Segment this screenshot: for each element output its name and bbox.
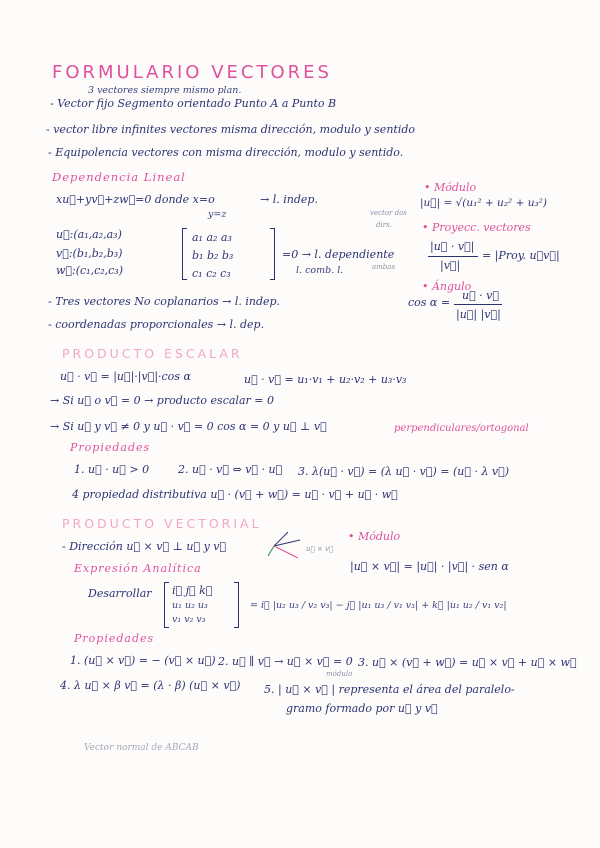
dependencia-equation-2: y=z bbox=[208, 209, 227, 220]
matrix-right-bar bbox=[234, 582, 239, 628]
proyeccion-denominator: |v⃗| bbox=[440, 259, 461, 272]
escalar-props-heading: Propiedades bbox=[70, 441, 151, 454]
determinant-row-3: c₁ c₂ c₃ bbox=[192, 267, 231, 280]
diagram-label: u⃗ × v⃗ bbox=[306, 545, 334, 553]
escalar-rule-2: → Si u⃗ y v⃗ ≠ 0 y u⃗ · v⃗ = 0 cos α = 0 y u⃗ ⊥ v⃗ bbox=[50, 420, 327, 433]
vectorial-prop-1: 1. (u⃗ × v⃗) = − (v⃗ × u⃗) bbox=[70, 654, 216, 667]
diagram-axis-v bbox=[274, 546, 298, 558]
vector-w-coords: w⃗:(c₁,c₂,c₃) bbox=[56, 264, 124, 277]
dependencia-heading: Dependencia Lineal bbox=[52, 170, 186, 184]
proporcionales-rule: - coordenadas proporcionales → l. dep. bbox=[48, 318, 265, 331]
side-note-3: ambas bbox=[372, 263, 396, 271]
diagram-axis-u bbox=[274, 540, 300, 546]
determinant-row-2: b₁ b₂ b₃ bbox=[192, 249, 234, 262]
dependencia-indep: → l. indep. bbox=[260, 193, 318, 206]
escalar-heading: PRODUCTO ESCALAR bbox=[62, 346, 243, 361]
determinant-result: =0 → l. dependiente bbox=[282, 248, 395, 261]
escalar-prop-1: 1. u⃗ · u⃗ > 0 bbox=[74, 463, 150, 476]
angulo-lhs: cos α = bbox=[408, 296, 451, 309]
vectorial-direccion: - Dirección u⃗ × v⃗ ⊥ u⃗ y v⃗ bbox=[62, 540, 227, 553]
proyeccion-result: = |Proy. u⃗v⃗| bbox=[482, 249, 560, 262]
vectorial-modulo-heading: • Módulo bbox=[348, 530, 401, 543]
vectorial-modulo-formula: |u⃗ × v⃗| = |u⃗| · |v⃗| · sen α bbox=[350, 560, 509, 573]
angulo-fraction-line bbox=[454, 304, 502, 305]
footer-note: Vector normal de ABCAB bbox=[84, 743, 199, 753]
determinant-row-1: a₁ a₂ a₃ bbox=[192, 231, 232, 244]
determinant-result-2: l. comb. l. bbox=[296, 265, 344, 276]
no-coplanarios-rule: - Tres vectores No coplanarios → l. indep. bbox=[48, 295, 281, 308]
determinant-right-bar bbox=[270, 228, 275, 280]
vectorial-prop-4: 4. λ u⃗ × β v⃗ = (λ · β) (u⃗ × v⃗) bbox=[60, 679, 241, 692]
dependencia-equation: xu⃗+yv⃗+zw⃗=0 donde x=o bbox=[56, 193, 215, 206]
vector-v-coords: v⃗:(b₁,b₂,b₃) bbox=[56, 247, 123, 260]
escalar-rule-2-note: perpendiculares/ortogonal bbox=[394, 423, 529, 434]
desarrollar-label: Desarrollar bbox=[88, 587, 152, 600]
escalar-definition: u⃗ · v⃗ = |u⃗|·|v⃗|·cos α bbox=[60, 370, 191, 383]
intro-note: 3 vectores siempre mismo plan. bbox=[88, 85, 242, 96]
matrix-row-3: v₁ v₂ v₃ bbox=[172, 614, 206, 625]
matrix-expansion: = i⃗ |u₂ u₃ / v₂ v₃| − j⃗ |u₁ u₃ / v₁ v₃| + k⃗ |u₁ u₂ / v₁ v₂| bbox=[250, 600, 507, 611]
vectorial-prop-5b: gramo formado por u⃗ y v⃗ bbox=[286, 702, 438, 715]
intro-vector-fijo: - Vector fijo Segmento orientado Punto A a Punto B bbox=[50, 97, 337, 110]
determinant-left-bar bbox=[182, 228, 187, 280]
vectorial-prop-3: 3. u⃗ × (v⃗ + w⃗) = u⃗ × v⃗ + u⃗ × w⃗ bbox=[358, 656, 577, 669]
matrix-row-2: u₁ u₂ u₃ bbox=[172, 600, 208, 611]
escalar-coords: u⃗ · v⃗ = u₁·v₁ + u₂·v₂ + u₃·v₃ bbox=[244, 373, 407, 386]
escalar-prop-3: 3. λ(u⃗ · v⃗) = (λ u⃗ · v⃗) = (u⃗ · λ v⃗) bbox=[298, 465, 510, 478]
matrix-left-bar bbox=[164, 582, 169, 628]
side-note-2: dirs. bbox=[376, 221, 392, 229]
vector-u-coords: u⃗:(a₁,a₂,a₃) bbox=[56, 228, 122, 241]
modulo-formula: |u⃗| = √(u₁² + u₂² + u₃²) bbox=[420, 197, 547, 209]
matrix-row-1: i⃗ j⃗ k⃗ bbox=[172, 584, 213, 597]
vectorial-prop-5: 5. | u⃗ × v⃗ | representa el área del paralelo- bbox=[264, 683, 515, 696]
vectorial-props-heading: Propiedades bbox=[74, 632, 155, 645]
page-title: FORMULARIO VECTORES bbox=[52, 62, 332, 83]
vectorial-heading: PRODUCTO VECTORIAL bbox=[62, 516, 262, 531]
intro-equipolencia: - Equipolencia vectores con misma dirección, modulo y sentido. bbox=[48, 146, 404, 159]
diagram-axis-w bbox=[268, 546, 274, 556]
angulo-heading: • Ángulo bbox=[422, 280, 472, 293]
angulo-denominator: |u⃗| |v⃗| bbox=[456, 308, 501, 321]
vectorial-prop-5-note: módulo bbox=[326, 670, 353, 678]
escalar-prop-4: 4 propiedad distributiva u⃗ · (v⃗ + w⃗) = u⃗ · v⃗ + u⃗ · w⃗ bbox=[72, 488, 398, 501]
proyeccion-fraction-line bbox=[428, 256, 478, 257]
intro-vector-libre: - vector libre infinites vectores misma dirección, modulo y sentido bbox=[46, 123, 416, 136]
proyeccion-heading: • Proyecc. vectores bbox=[422, 221, 531, 234]
modulo-heading: • Módulo bbox=[424, 181, 477, 194]
escalar-prop-2: 2. u⃗ · v⃗ ⇔ v⃗ · u⃗ bbox=[178, 463, 283, 476]
expresion-heading: Expresión Analítica bbox=[74, 562, 202, 575]
escalar-rule-1: → Si u⃗ o v⃗ = 0 → producto escalar = 0 bbox=[50, 394, 274, 407]
cross-product-diagram bbox=[266, 530, 306, 562]
angulo-numerator: u⃗ · v⃗ bbox=[462, 289, 499, 302]
vectorial-prop-2: 2. u⃗ ∥ v⃗ → u⃗ × v⃗ = 0 bbox=[218, 655, 353, 668]
proyeccion-numerator: |u⃗ · v⃗| bbox=[430, 240, 475, 253]
side-note: vector dos bbox=[370, 209, 407, 217]
